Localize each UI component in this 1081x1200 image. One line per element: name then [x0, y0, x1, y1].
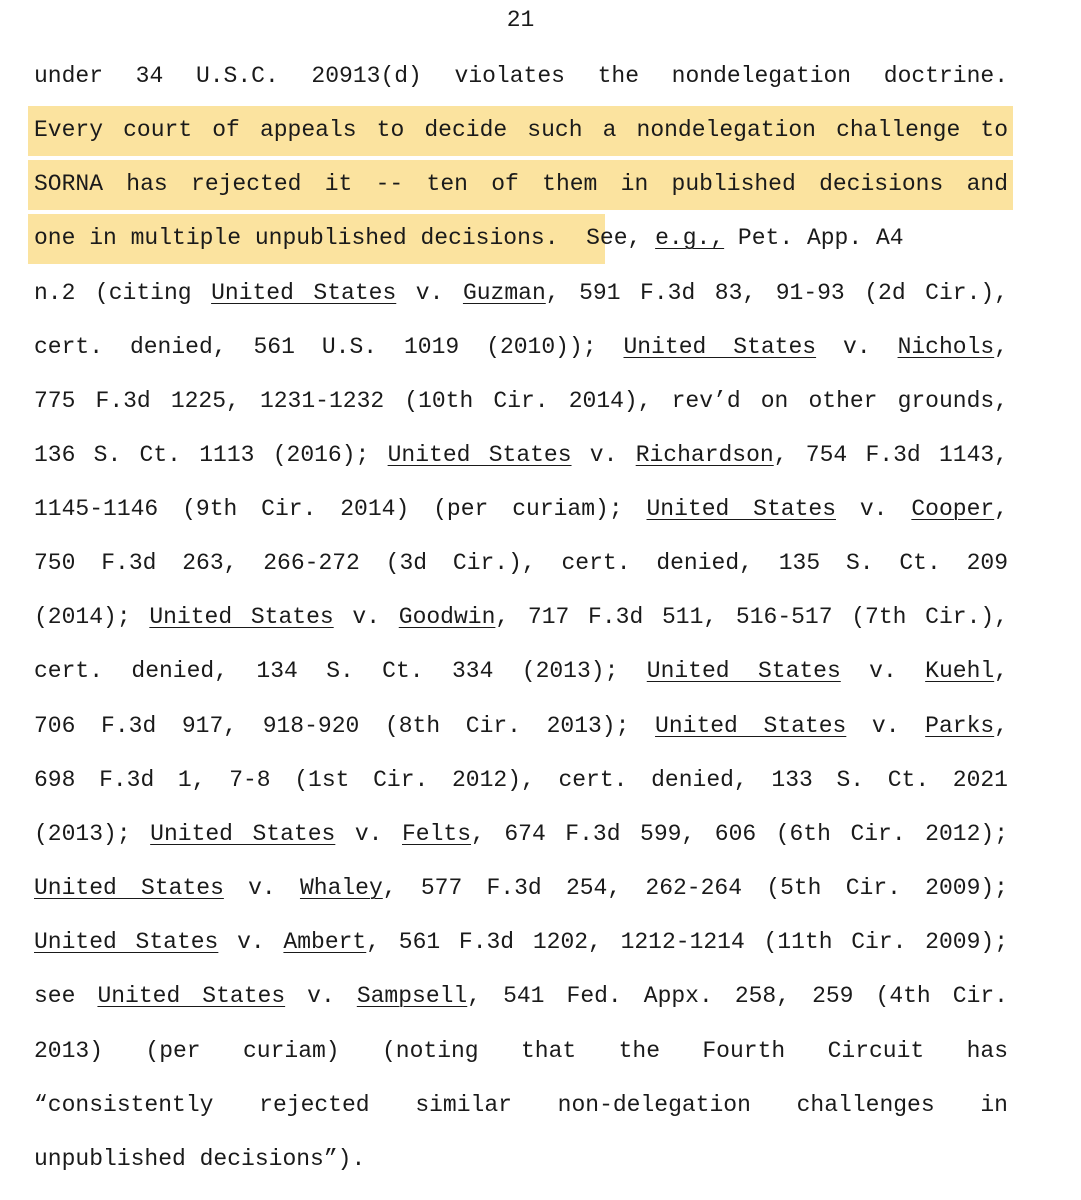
- text-line: under 34 U.S.C. 20913(d) violates the nondelegation doctrine.: [34, 63, 1008, 89]
- text-line: unpublished decisions”).: [34, 1146, 366, 1172]
- text-line: see United States v. Sampsell, 541 Fed. Appx. 258, 259 (4th Cir.: [34, 983, 1008, 1009]
- case-party: Kuehl: [925, 658, 995, 684]
- case-party: United States: [211, 280, 397, 306]
- case-party: United States: [387, 442, 572, 468]
- text-line: 136 S. Ct. 1113 (2016); United States v. Richardson, 754 F.3d 1143,: [34, 442, 1008, 468]
- page-number: 21: [506, 7, 535, 33]
- case-party: United States: [150, 821, 336, 847]
- text-line: 750 F.3d 263, 266-272 (3d Cir.), cert. denied, 135 S. Ct. 209: [34, 550, 1008, 576]
- case-party: Guzman: [462, 280, 546, 306]
- text-line: 706 F.3d 917, 918-920 (8th Cir. 2013); United States v. Parks,: [34, 713, 1008, 739]
- text-line: (2013); United States v. Felts, 674 F.3d 599, 606 (6th Cir. 2012);: [34, 821, 1008, 847]
- case-party: Nichols: [897, 334, 995, 360]
- case-party: Cooper: [911, 496, 995, 522]
- text-line: 1145-1146 (9th Cir. 2014) (per curiam); United States v. Cooper,: [34, 496, 1008, 522]
- case-party: United States: [34, 929, 219, 955]
- case-party: United States: [646, 658, 841, 684]
- text-line: cert. denied, 561 U.S. 1019 (2010)); United States v. Nichols,: [34, 334, 1008, 360]
- text-line: 698 F.3d 1, 7-8 (1st Cir. 2012), cert. denied, 133 S. Ct. 2021: [34, 767, 1008, 793]
- case-party: Goodwin: [398, 604, 496, 630]
- case-party: Sampsell: [356, 983, 468, 1009]
- case-party: United States: [623, 334, 817, 360]
- case-party: United States: [646, 496, 836, 522]
- text-line: n.2 (citing United States v. Guzman, 591 F.3d 83, 91-93 (2d Cir.),: [34, 280, 1008, 306]
- text-line: “consistently rejected similar non-delegation challenges in: [34, 1092, 1008, 1118]
- text-line-highlighted: one in multiple unpublished decisions. See, e.g., Pet. App. A4: [34, 225, 904, 251]
- text-line: United States v. Whaley, 577 F.3d 254, 262-264 (5th Cir. 2009);: [34, 875, 1008, 901]
- text-line-highlighted: SORNA has rejected it -- ten of them in published decisions and: [34, 171, 1008, 197]
- text-line-highlighted: Every court of appeals to decide such a nondelegation challenge to: [34, 117, 1008, 143]
- case-party: Felts: [402, 821, 472, 847]
- case-party: Ambert: [283, 929, 367, 955]
- case-party: Parks: [925, 713, 995, 739]
- case-party: United States: [34, 875, 224, 901]
- case-party: United States: [97, 983, 286, 1009]
- text-line: 775 F.3d 1225, 1231-1232 (10th Cir. 2014), rev’d on other grounds,: [34, 388, 1008, 414]
- case-party: Whaley: [299, 875, 383, 901]
- signal-eg: e.g.,: [655, 225, 725, 251]
- text-line: (2014); United States v. Goodwin, 717 F.3d 511, 516-517 (7th Cir.),: [34, 604, 1008, 630]
- case-party: United States: [149, 604, 334, 630]
- text-line: 2013) (per curiam) (noting that the Fourth Circuit has: [34, 1038, 1008, 1064]
- case-party: Richardson: [635, 442, 774, 468]
- case-party: United States: [655, 713, 847, 739]
- text-line: United States v. Ambert, 561 F.3d 1202, 1212-1214 (11th Cir. 2009);: [34, 929, 1008, 955]
- text-line: cert. denied, 134 S. Ct. 334 (2013); United States v. Kuehl,: [34, 658, 1008, 684]
